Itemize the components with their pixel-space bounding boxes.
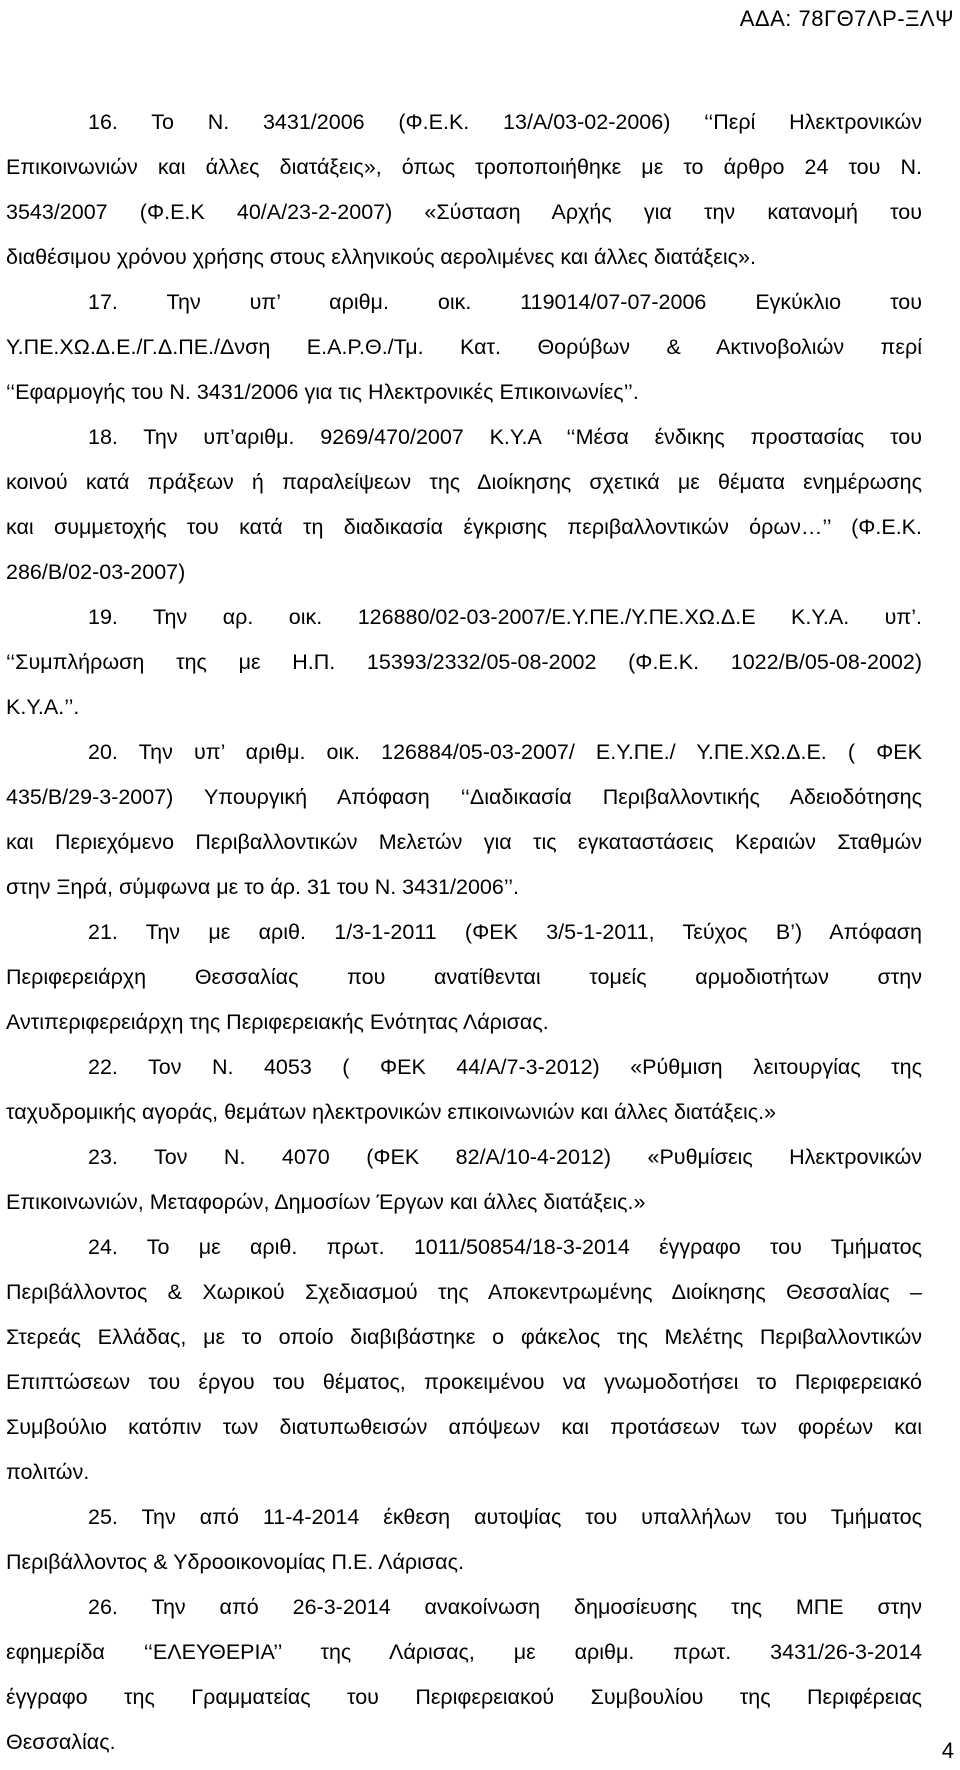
text-line: 17. Την υπ’ αριθμ. οικ. 119014/07-07-2006 Εγκύκλιο του: [88, 290, 922, 314]
text-line: 25. Την από 11-4-2014 έκθεση αυτοψίας του υπαλλήλων του Τμήματος: [88, 1505, 922, 1529]
text-line: Επικοινωνιών και άλλες διατάξεις», όπως τροποποιήθηκε με το άρθρο 24 του Ν.: [6, 155, 922, 179]
text-line: 20. Την υπ’ αριθμ. οικ. 126884/05-03-2007/ Ε.Υ.ΠΕ./ Υ.ΠΕ.ΧΩ.Δ.Ε. ( ΦΕΚ: [88, 740, 922, 764]
text-line: Περιφερειάρχη Θεσσαλίας που ανατίθενται τομείς αρμοδιοτήτων στην: [6, 965, 922, 989]
text-line: στην Ξηρά, σύμφωνα με το άρ. 31 του Ν. 3431/2006’’.: [6, 875, 519, 899]
text-line: Στερεάς Ελλάδας, με το οποίο διαβιβάστηκε ο φάκελος της Μελέτης Περιβαλλοντικών: [6, 1325, 922, 1349]
text-line: Θεσσαλίας.: [6, 1730, 116, 1754]
text-line: 21. Την με αριθ. 1/3-1-2011 (ΦΕΚ 3/5-1-2011, Τεύχος Β’) Απόφαση: [88, 920, 922, 944]
text-line: 18. Την υπ’αριθμ. 9269/470/2007 Κ.Υ.Α ‘‘Μέσα ένδικης προστασίας του: [88, 425, 922, 449]
text-line: Αντιπεριφερειάρχη της Περιφερειακής Ενότητας Λάρισας.: [6, 1010, 549, 1034]
text-line: 3543/2007 (Φ.Ε.Κ 40/Α/23-2-2007) «Σύσταση Αρχής για την κατανομή του: [6, 200, 922, 224]
text-line: 23. Τον Ν. 4070 (ΦΕΚ 82/Α/10-4-2012) «Ρυθμίσεις Ηλεκτρονικών: [88, 1145, 922, 1169]
text-line: και συμμετοχής του κατά τη διαδικασία έγκρισης περιβαλλοντικών όρων…’’ (Φ.Ε.Κ.: [6, 515, 922, 539]
text-line: 16. Το Ν. 3431/2006 (Φ.Ε.Κ. 13/Α/03-02-2006) ‘‘Περί Ηλεκτρονικών: [88, 110, 922, 134]
text-line: Υ.ΠΕ.ΧΩ.Δ.Ε./Γ.Δ.ΠΕ./Δνση Ε.Α.Ρ.Θ./Τμ. Κατ. Θορύβων & Ακτινοβολιών περί: [6, 335, 922, 359]
text-line: και Περιεχόμενο Περιβαλλοντικών Μελετών για τις εγκαταστάσεις Κεραιών Σταθμών: [6, 830, 922, 854]
text-line: 435/Β/29-3-2007) Υπουργική Απόφαση ‘‘Διαδικασία Περιβαλλοντικής Αδειοδότησης: [6, 785, 922, 809]
text-line: Συμβούλιο κατόπιν των διατυπωθεισών απόψεων και προτάσεων των φορέων και: [6, 1415, 922, 1439]
text-line: Περιβάλλοντος & Χωρικού Σχεδιασμού της Αποκεντρωμένης Διοίκησης Θεσσαλίας –: [6, 1280, 922, 1304]
text-line: Επιπτώσεων του έργου του θέματος, προκειμένου να γνωμοδοτήσει το Περιφερειακό: [6, 1370, 922, 1394]
text-line: πολιτών.: [6, 1460, 90, 1484]
text-line: Περιβάλλοντος & Υδροοικονομίας Π.Ε. Λάρισας.: [6, 1550, 464, 1574]
text-line: 286/Β/02-03-2007): [6, 560, 186, 584]
text-line: Κ.Υ.Α.’’.: [6, 695, 80, 719]
text-line: 26. Την από 26-3-2014 ανακοίνωση δημοσίευσης της ΜΠΕ στην: [88, 1595, 922, 1619]
text-line: 22. Τον Ν. 4053 ( ΦΕΚ 44/Α/7-3-2012) «Ρύθμιση λειτουργίας της: [88, 1055, 922, 1079]
text-line: 24. Το με αριθ. πρωτ. 1011/50854/18-3-2014 έγγραφο του Τμήματος: [88, 1235, 922, 1259]
text-line: διαθέσιμου χρόνου χρήσης στους ελληνικούς αερολιμένες και άλλες διατάξεις».: [6, 245, 756, 269]
text-line: Επικοινωνιών, Μεταφορών, Δημοσίων Έργων και άλλες διατάξεις.»: [6, 1190, 646, 1214]
text-line: έγγραφο της Γραμματείας του Περιφερειακού Συμβουλίου της Περιφέρειας: [6, 1685, 922, 1709]
page-number: 4: [941, 1738, 954, 1763]
text-line: εφημερίδα ‘‘ΕΛΕΥΘΕΡΙΑ’’ της Λάρισας, με αριθμ. πρωτ. 3431/26-3-2014: [6, 1640, 922, 1664]
text-line: ταχυδρομικής αγοράς, θεμάτων ηλεκτρονικών επικοινωνιών και άλλες διατάξεις.»: [6, 1100, 777, 1124]
text-line: 19. Την αρ. οικ. 126880/02-03-2007/Ε.Υ.ΠΕ./Υ.ΠΕ.ΧΩ.Δ.Ε Κ.Υ.Α. υπ’.: [88, 605, 922, 629]
text-line: ‘‘Συμπλήρωση της με Η.Π. 15393/2332/05-08-2002 (Φ.Ε.Κ. 1022/Β/05-08-2002): [6, 650, 922, 674]
text-line: κοινού κατά πράξεων ή παραλείψεων της Διοίκησης σχετικά με θέματα ενημέρωσης: [6, 470, 922, 494]
ada-identifier: ΑΔΑ: 78ΓΘ7ΛΡ-ΞΛΨ: [739, 6, 954, 31]
text-line: ‘‘Εφαρμογής του Ν. 3431/2006 για τις Ηλεκτρονικές Επικοινωνίες’’.: [6, 380, 639, 404]
